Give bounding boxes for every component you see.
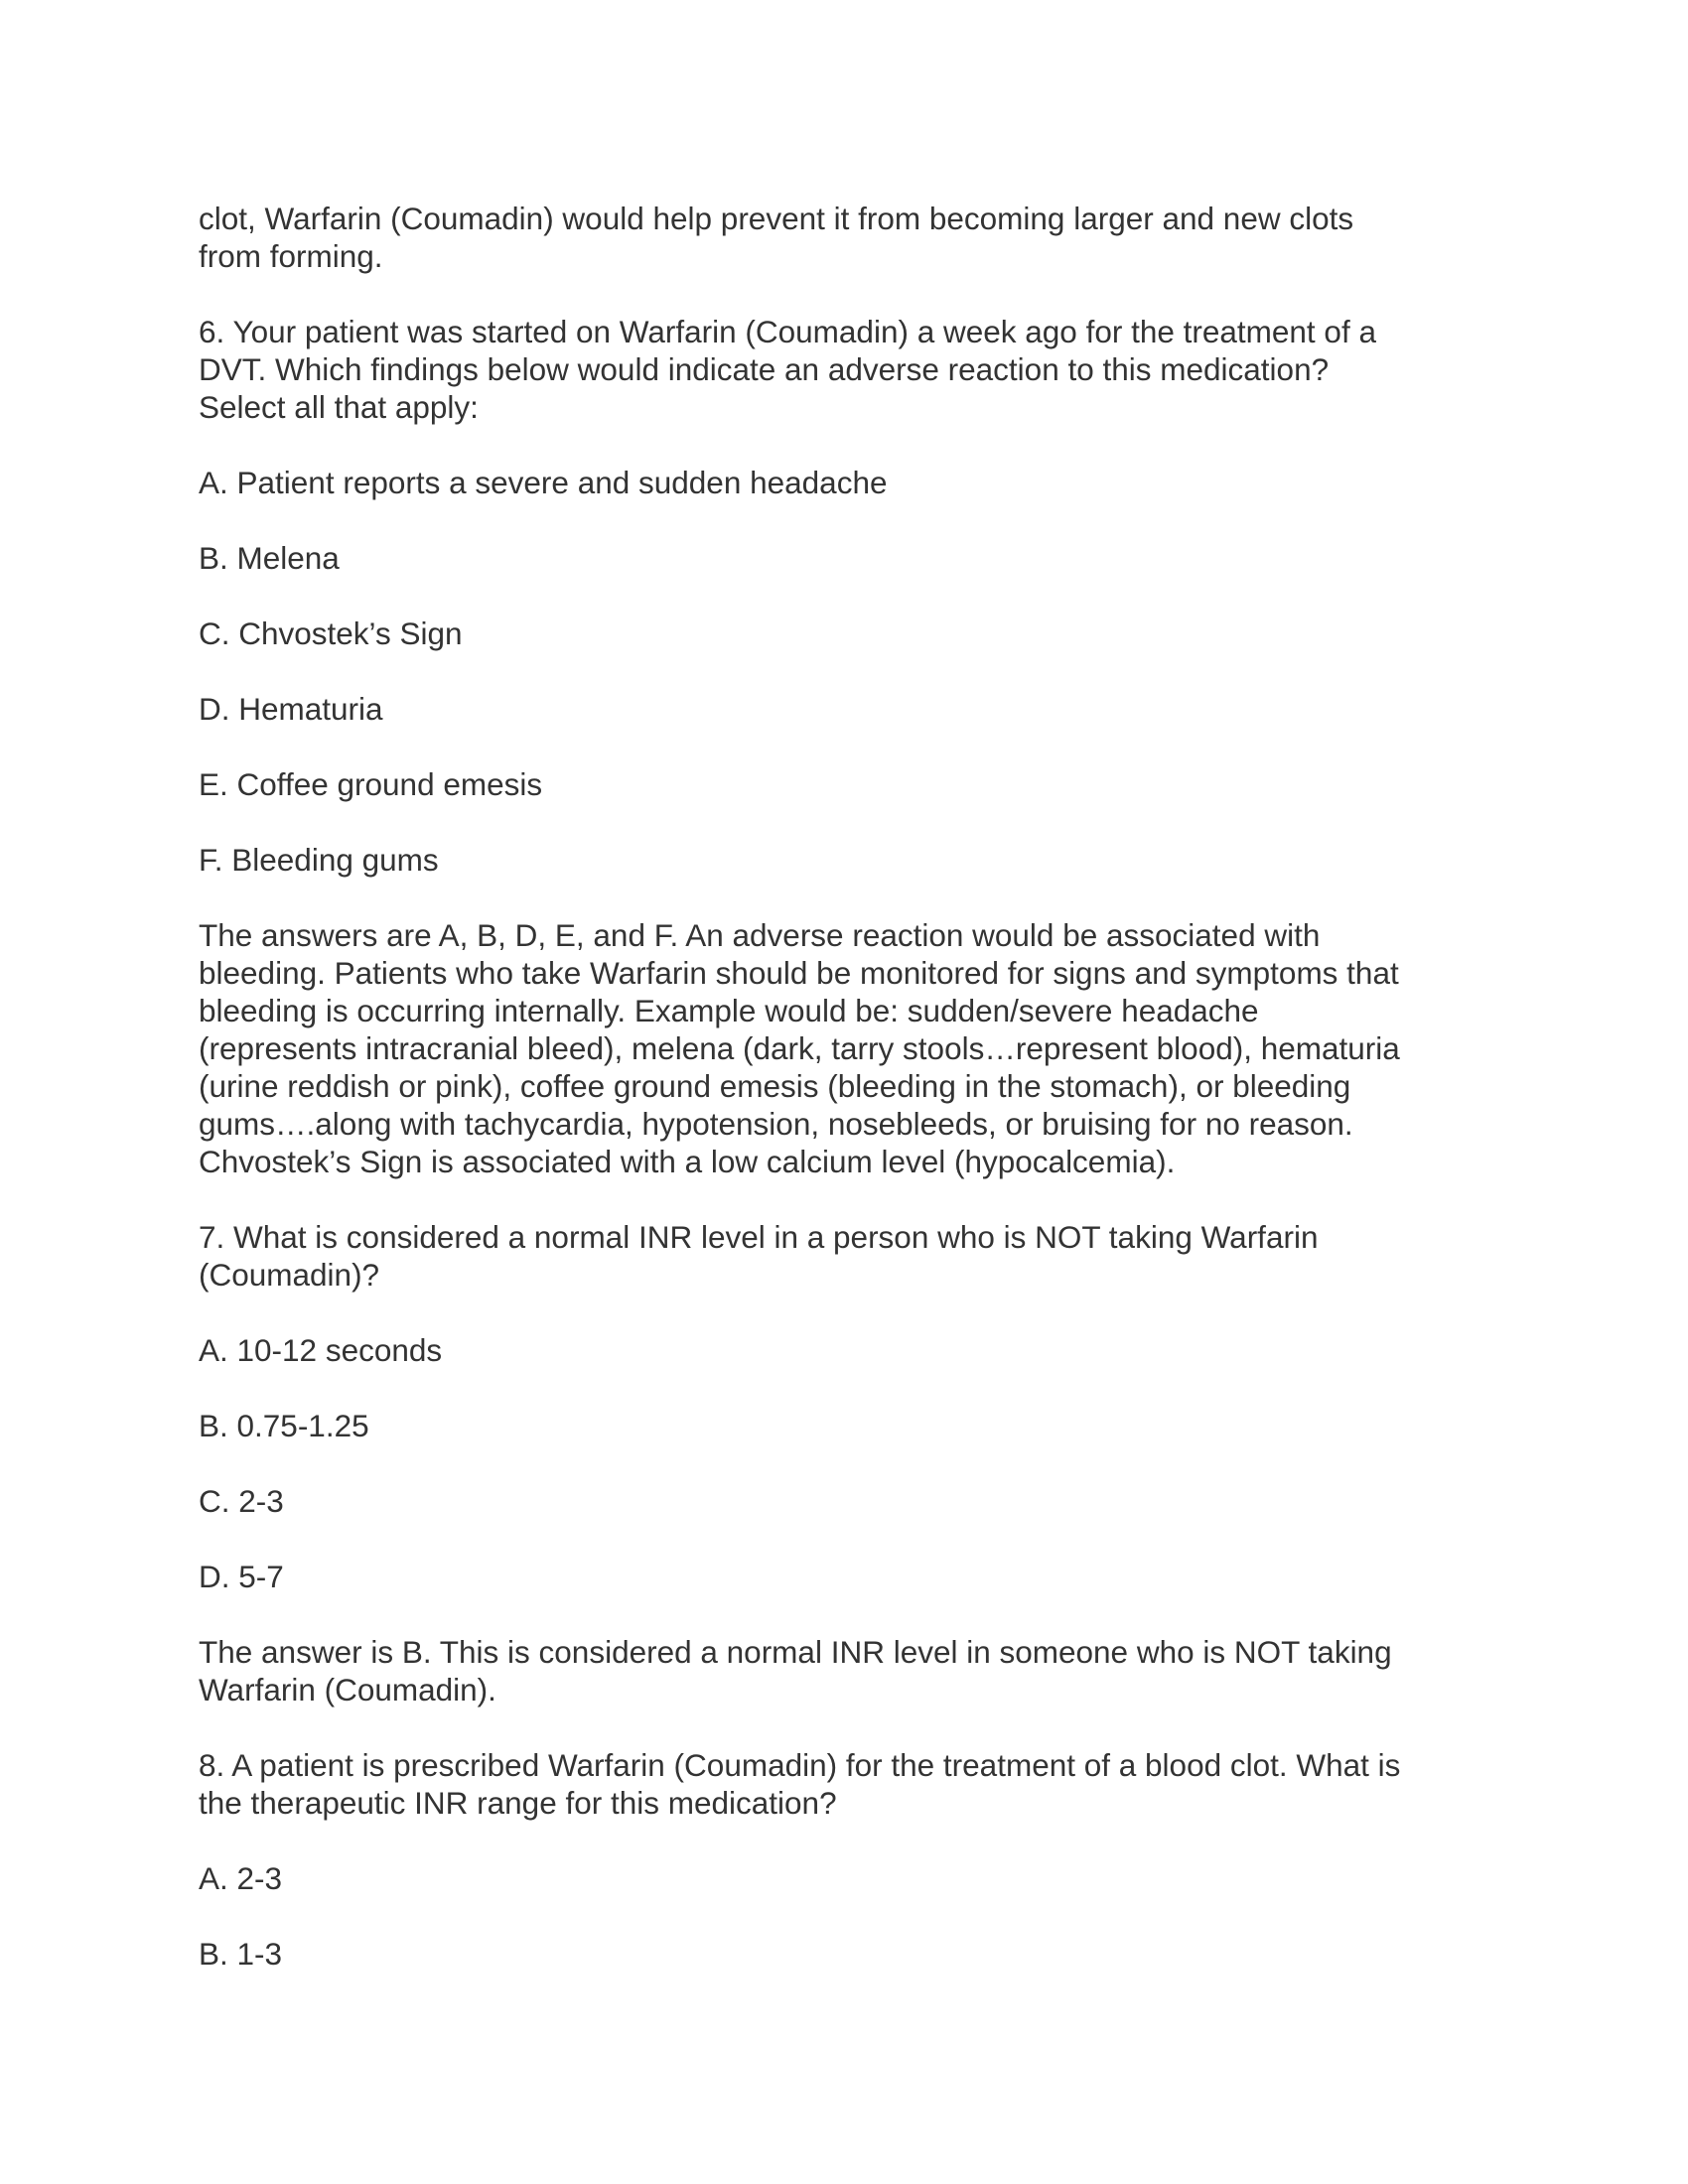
text-line: (urine reddish or pink), coffee ground emesis (bleeding in the stomach), or bleeding — [199, 1068, 1351, 1104]
text-line: (represents intracranial bleed), melena (dark, tarry stools…represent blood), hematuria — [199, 1030, 1400, 1066]
option-label: F. Bleeding gums — [199, 842, 439, 878]
question-6-option-e — [199, 765, 1489, 803]
option-label: B. Melena — [199, 540, 340, 576]
text-line: the therapeutic INR range for this medication? — [199, 1785, 837, 1821]
text-line: 8. A patient is prescribed Warfarin (Coumadin) for the treatment of a blood clot. What is — [199, 1747, 1401, 1783]
text-line: Select all that apply: — [199, 389, 479, 425]
text-line: bleeding. Patients who take Warfarin should be monitored for signs and symptoms that — [199, 955, 1399, 991]
option-label: A. 2-3 — [199, 1860, 283, 1896]
text-line: The answers are A, B, D, E, and F. An adverse reaction would be associated with — [199, 917, 1321, 953]
question-7-option-d — [199, 1558, 1489, 1595]
option-label: E. Coffee ground emesis — [199, 766, 543, 802]
question-7-prompt — [199, 1218, 1489, 1294]
option-label: C. Chvostek’s Sign — [199, 615, 463, 651]
continuation-paragraph — [199, 200, 1489, 275]
question-6-option-f — [199, 841, 1489, 879]
text-line: from forming. — [199, 238, 383, 274]
question-8-prompt — [199, 1746, 1489, 1822]
question-7-answer — [199, 1633, 1489, 1708]
text-line: (Coumadin)? — [199, 1257, 380, 1293]
option-label: B. 1-3 — [199, 1936, 283, 1972]
option-label: B. 0.75-1.25 — [199, 1408, 369, 1443]
text-line: Chvostek’s Sign is associated with a low calcium level (hypocalcemia). — [199, 1144, 1176, 1179]
question-6-option-a — [199, 464, 1489, 501]
question-6-prompt — [199, 313, 1489, 426]
option-label: A. Patient reports a severe and sudden headache — [199, 465, 888, 500]
question-7-option-b — [199, 1407, 1489, 1444]
text-line: clot, Warfarin (Coumadin) would help prevent it from becoming larger and new clots — [199, 201, 1354, 236]
question-7-option-a — [199, 1331, 1489, 1369]
option-label: A. 10-12 seconds — [199, 1332, 443, 1368]
question-8-option-a — [199, 1859, 1489, 1897]
option-label: D. 5-7 — [199, 1559, 284, 1594]
text-line: 7. What is considered a normal INR level in a person who is NOT taking Warfarin — [199, 1219, 1319, 1255]
question-6-answer — [199, 916, 1489, 1180]
question-6-option-c — [199, 614, 1489, 652]
question-7-option-c — [199, 1482, 1489, 1520]
text-line: gums….along with tachycardia, hypotension, nosebleeds, or bruising for no reason. — [199, 1106, 1353, 1142]
text-line: Warfarin (Coumadin). — [199, 1672, 496, 1707]
text-line: 6. Your patient was started on Warfarin (Coumadin) a week ago for the treatment of a — [199, 314, 1376, 349]
question-6-option-d — [199, 690, 1489, 728]
option-label: D. Hematuria — [199, 691, 383, 727]
document-page — [199, 200, 1489, 2010]
text-line: The answer is B. This is considered a normal INR level in someone who is NOT taking — [199, 1634, 1392, 1670]
question-8-option-b — [199, 1935, 1489, 1973]
question-6-option-b — [199, 539, 1489, 577]
option-label: C. 2-3 — [199, 1483, 284, 1519]
text-line: bleeding is occurring internally. Example would be: sudden/severe headache — [199, 993, 1259, 1028]
text-line: DVT. Which findings below would indicate an adverse reaction to this medication? — [199, 351, 1330, 387]
